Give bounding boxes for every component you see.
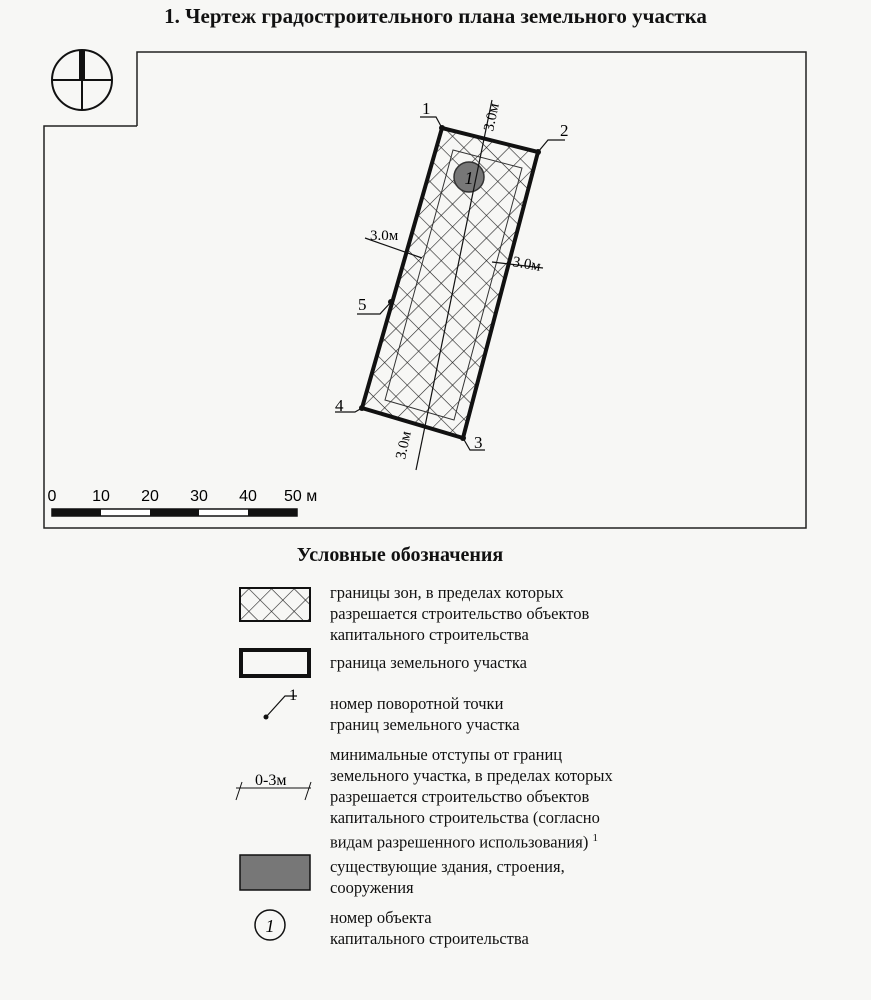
legend-item-object-number: номер объекта капитального строительства xyxy=(330,908,529,948)
legend-title: Условные обозначения xyxy=(296,544,504,566)
legend-point-symbol xyxy=(264,687,298,720)
point-label: 4 xyxy=(335,396,344,415)
legend-setback-symbol xyxy=(236,772,311,800)
setback-label: 3.0м xyxy=(370,228,399,244)
legend-item-existing-building: существующие здания, строения, сооружения xyxy=(330,857,565,897)
scale-tick: 40 xyxy=(239,488,257,505)
north-compass-icon xyxy=(52,50,112,110)
scale-tick: 30 xyxy=(190,488,208,505)
existing-building xyxy=(454,162,484,192)
legend-item-turn-point: номер поворотной точки границ земельного участка xyxy=(330,694,520,734)
svg-text:0-3м: 0-3м xyxy=(255,772,287,789)
legend-item-setback: минимальные отступы от границ земельного участка, в пределах которых разрешается строительство объектов капитального строительства (согласно видам разрешенного использования) $^1$ xyxy=(330,745,613,852)
scale-tick: 50 м xyxy=(284,488,318,505)
point-label: 5 xyxy=(358,295,367,314)
setback-label: 3.0м xyxy=(511,254,542,275)
legend-item-plot-boundary: граница земельного участка xyxy=(330,653,527,672)
legend-item-building-zone: границы зон, в пределах которых разрешается строительство объектов капитального строительства xyxy=(330,583,590,644)
point-label: 2 xyxy=(560,121,569,140)
scale-tick: 0 xyxy=(47,488,57,505)
svg-text:1: 1 xyxy=(289,687,297,704)
setback-label: 3.0м xyxy=(393,429,415,461)
scale-tick: 20 xyxy=(141,488,159,505)
page-title: 1. Чертеж градостроительного плана земельного участка xyxy=(164,4,707,28)
object-number: 1 xyxy=(464,168,474,188)
legend-hatch-symbol xyxy=(240,588,310,621)
legend-boundary-symbol xyxy=(241,650,309,676)
building-zone-hatch xyxy=(300,100,600,480)
scale-tick: 10 xyxy=(92,488,110,505)
point-label: 1 xyxy=(422,99,431,118)
legend-object-number-symbol xyxy=(255,910,285,940)
point-label: 3 xyxy=(474,433,483,452)
scale-bar xyxy=(48,488,318,516)
setback-label: 3.0м xyxy=(481,101,503,133)
svg-text:1: 1 xyxy=(265,916,275,936)
legend-building-symbol xyxy=(240,855,310,890)
